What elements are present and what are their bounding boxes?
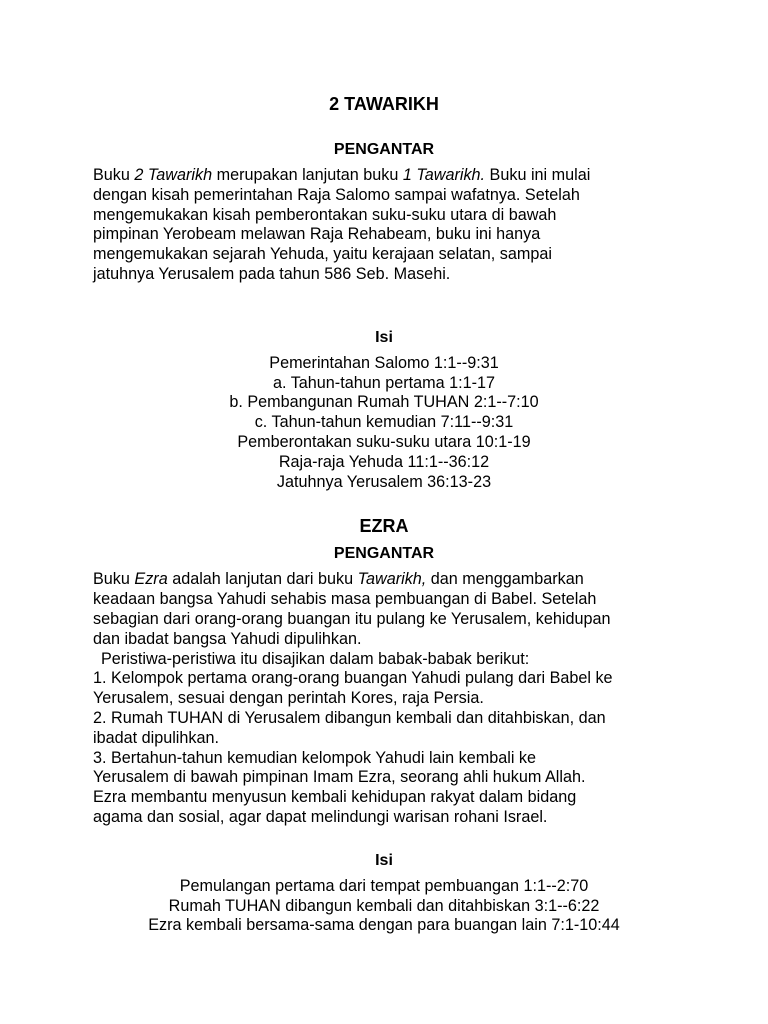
italic-book-name: Tawarikh, [357,570,427,589]
contents-item: Pemberontakan suku-suku utara 10:1-19 [237,432,531,451]
contents-item: c. Tahun-tahun kemudian 7:11--9:31 [254,413,514,432]
contents-item: b. Pembangunan Rumah TUHAN 2:1--7:10 [229,393,539,412]
paragraph-line: dan ibadat bangsa Yahudi dipulihkan. [93,629,362,648]
contents-heading: Isi [375,851,393,869]
book-title-ezra: EZRA [359,516,409,537]
paragraph-line: mengemukakan kisah pemberontakan suku-suku utara di bawah [93,205,557,224]
italic-book-name: Ezra [134,570,168,589]
paragraph-line: agama dan sosial, agar dapat melindungi warisan rohani Israel. [93,807,548,826]
paragraph-line: mengemukakan sejarah Yehuda, yaitu kerajaan selatan, sampai [93,245,552,264]
paragraph-line: Yerusalem di bawah pimpinan Imam Ezra, seorang ahli hukum Allah. [93,768,586,787]
paragraph-line: Yerusalem, sesuai dengan perintah Kores, raja Persia. [93,689,484,708]
introduction-heading: PENGANTAR [333,141,435,158]
paragraph-line: Buku Ezra adalah lanjutan dari buku Tawarikh, dan menggambarkan [93,570,584,589]
paragraph-line: pimpinan Yerobeam melawan Raja Rehabeam, buku ini hanya [93,225,541,244]
italic-book-name: 2 Tawarikh [134,166,213,184]
paragraph-line: keadaan bangsa Yahudi sehabis masa pembuangan di Babel. Setelah [93,590,597,609]
contents-item: Raja-raja Yehuda 11:1--36:12 [278,452,490,471]
paragraph-line: sebagian dari orang-orang buangan itu pulang ke Yerusalem, kehidupan [93,609,611,628]
paragraph-line: 2. Rumah TUHAN di Yerusalem dibangun kembali dan ditahbiskan, dan [93,708,606,727]
contents-item: Ezra kembali bersama-sama dengan para buangan lain 7:1-10:44 [148,916,620,935]
introduction-paragraph [93,166,675,285]
paragraph-line: Peristiwa-peristiwa itu disajikan dalam babak-babak berikut: [101,649,530,668]
contents-heading: Isi [375,328,393,346]
paragraph-line: jatuhnya Yerusalem pada tahun 586 Seb. Masehi. [93,264,451,283]
contents-item: Rumah TUHAN dibangun kembali dan ditahbiskan 3:1--6:22 [168,896,600,915]
paragraph-line: ibadat dipulihkan. [93,728,219,747]
paragraph-line: Ezra membantu menyusun kembali kehidupan rakyat dalam bidang [93,788,577,807]
paragraph-line: 1. Kelompok pertama orang-orang buangan Yahudi pulang dari Babel ke [93,669,613,688]
introduction-heading: PENGANTAR [333,545,435,563]
contents-item: Pemulangan pertama dari tempat pembuangan 1:1--2:70 [179,876,589,895]
paragraph-line: 3. Bertahun-tahun kemudian kelompok Yahudi lain kembali ke [93,748,537,767]
paragraph-line: Buku 2 Tawarikh merupakan lanjutan buku 1 Tawarikh. Buku ini mulai [93,166,591,184]
paragraph-line: dengan kisah pemerintahan Raja Salomo sampai wafatnya. Setelah [93,185,580,204]
book-title-2-tawarikh: 2 TAWARIKH [329,94,439,114]
italic-book-name: 1 Tawarikh. [402,166,486,184]
contents-item: a. Tahun-tahun pertama 1:1-17 [273,373,495,392]
contents-list [93,354,675,493]
contents-item: Pemerintahan Salomo 1:1--9:31 [269,353,499,372]
contents-list [93,877,675,936]
introduction-paragraph [93,570,675,827]
document-page [93,92,675,936]
contents-item: Jatuhnya Yerusalem 36:13-23 [276,472,492,491]
